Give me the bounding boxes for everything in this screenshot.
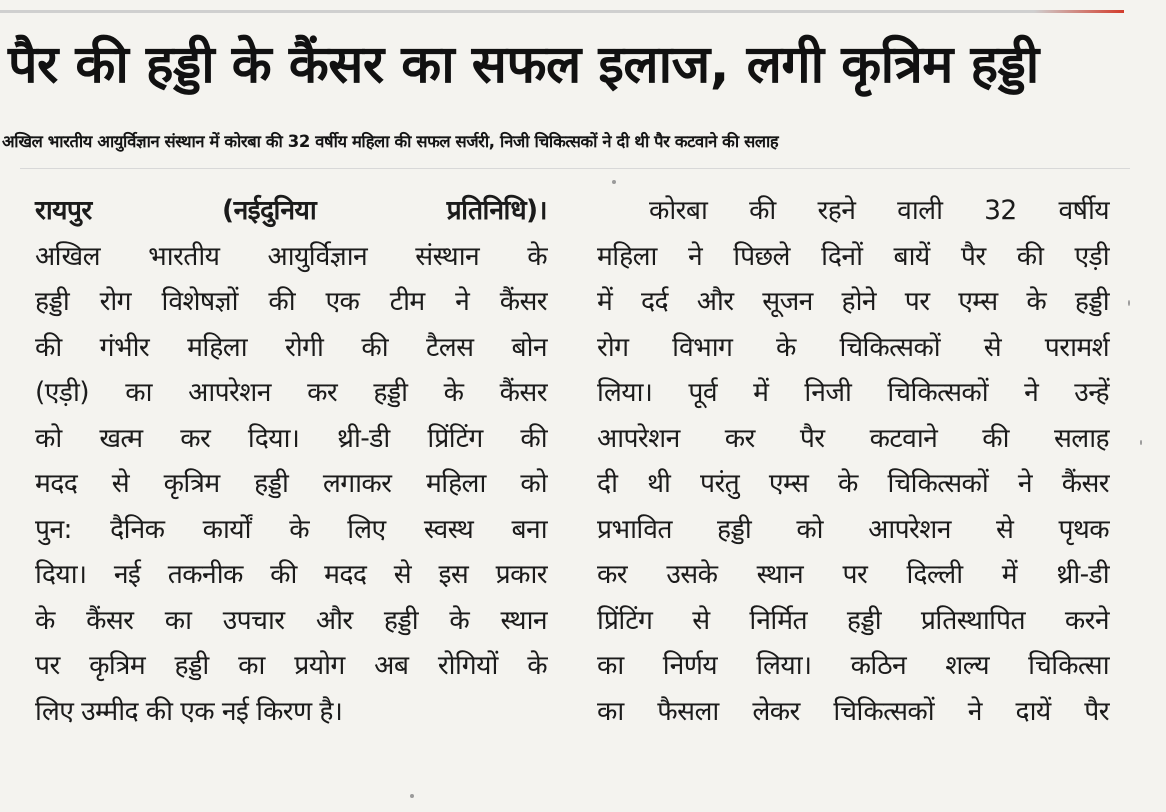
top-rule [0,10,1124,13]
body-line: रोग विभाग के चिकित्सकों से परामर्श [597,331,1109,363]
body-line: हड्डी रोग विशेषज्ञों की एक टीम ने कैंसर [35,286,547,317]
body-line: प्रभावित हड्डी को आपरेशन से पृथक [597,513,1109,545]
body-line: लिए उम्मीद की एक नई किरण है। [35,695,343,727]
print-speck [612,180,616,184]
body-line: कर उसके स्थान पर दिल्ली में थ्री-डी [597,559,1109,590]
divider [20,168,1130,169]
body-line: का निर्णय लिया। कठिन शल्य चिकित्सा [597,650,1109,681]
body-line: लिया। पूर्व में निजी चिकित्सकों ने उन्हें [597,377,1109,408]
body-line: (एड़ी) का आपरेशन कर हड्डी के कैंसर [35,377,547,408]
body-line: अखिल भारतीय आयुर्विज्ञान संस्थान के [35,240,547,272]
body-line: को खत्म कर दिया। थ्री-डी प्रिंटिंग की [35,422,547,454]
dateline: रायपुर (नईदुनिया प्रतिनिधि)। [35,195,547,226]
body-line: दिया। नई तकनीक की मदद से इस प्रकार [35,559,547,590]
body-line: पर कृत्रिम हड्डी का प्रयोग अब रोगियों के [35,650,547,681]
print-speck [1128,300,1130,306]
body-line: आपरेशन कर पैर कटवाने की सलाह [597,422,1109,454]
paragraph-start-line: कोरबा की रहने वाली 32 वर्षीय [649,195,1109,226]
body-line: के कैंसर का उपचार और हड्डी के स्थान [35,604,547,636]
body-line: प्रिंटिंग से निर्मित हड्डी प्रतिस्थापित करने [597,604,1109,636]
body-line: महिला ने पिछले दिनों बायें पैर की एड़ी [597,240,1109,272]
subheadline: अखिल भारतीय आयुर्विज्ञान संस्थान में कोरबा की 32 वर्षीय महिला की सफल सर्जरी, निजी चिकित्सकों ने दी थी पैर कटवाने की सलाह [2,132,779,151]
body-line: की गंभीर महिला रोगी की टैलस बोन [35,331,547,363]
headline: पैर की हड्डी के कैंसर का सफल इलाज, लगी कृत्रिम हड्डी [8,35,1039,95]
body-line: मदद से कृत्रिम हड्डी लगाकर महिला को [35,468,547,499]
print-speck [1140,440,1142,445]
print-speck [410,794,414,798]
body-line: पुन: दैनिक कार्यों के लिए स्वस्थ बना [35,513,547,545]
article-column-right [597,188,1109,734]
article-column-left [35,188,547,734]
body-line: दी थी परंतु एम्स के चिकित्सकों ने कैंसर [597,468,1109,499]
body-line: का फैसला लेकर चिकित्सकों ने दायें पैर [597,695,1109,727]
body-line: में दर्द और सूजन होने पर एम्स के हड्डी [597,286,1109,317]
